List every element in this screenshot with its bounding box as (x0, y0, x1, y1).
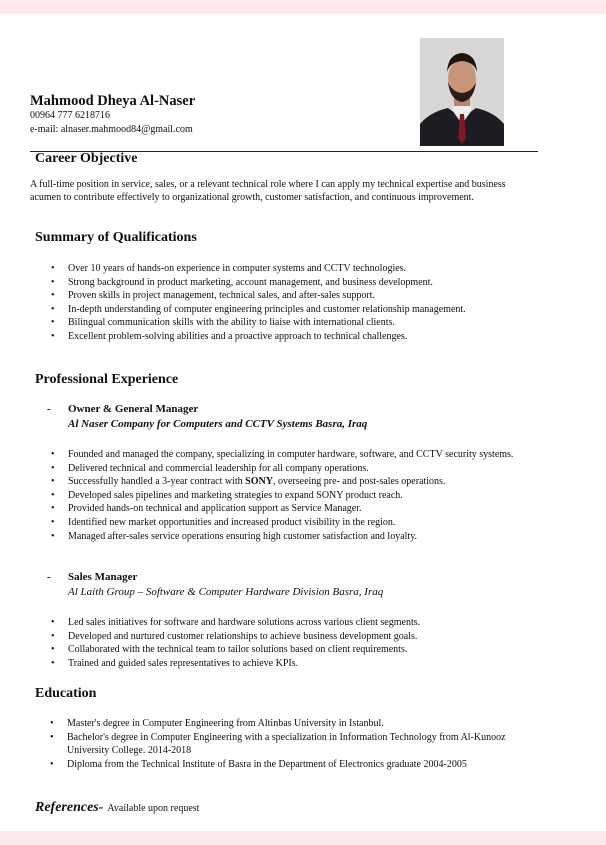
list-item (51, 489, 516, 503)
list-item (51, 616, 516, 630)
list-item (50, 731, 515, 758)
list-item-text: Founded and managed the company, specializing in computer hardware, software, and CCTV security systems. (68, 449, 514, 460)
list-item (51, 303, 498, 317)
resume-page (0, 14, 606, 831)
job-company: Al Naser Company for Computers and CCTV Systems Basra, Iraq (68, 418, 368, 430)
list-item (50, 717, 515, 731)
job-title-text: Owner & General Manager (68, 403, 199, 415)
bullet-icon: • (51, 489, 55, 501)
bullet-icon: • (51, 617, 55, 628)
list-item (51, 502, 516, 516)
list-item (51, 316, 498, 330)
profile-photo (420, 38, 504, 146)
bullet-icon: • (51, 516, 55, 528)
list-item (51, 657, 516, 671)
career-objective-text: A full-time position in service, sales, or a relevant technical role where I can apply my technical expertise and business acumen to contribute effectively to organizational growth, customer satisfaction, and continuous improvement. (30, 179, 506, 203)
list-item (51, 262, 498, 276)
bullet-icon: • (51, 276, 55, 288)
list-item (51, 516, 516, 530)
list-item-text: Identified new market opportunities and increased product visibility in the region. (68, 516, 396, 528)
bullet-icon: • (51, 290, 55, 302)
list-item-text: Diploma from the Technical Institute of Basra in the Department of Electronics graduate 2004-2005 (67, 758, 467, 770)
bullet-icon: • (51, 263, 55, 274)
list-item-text: Bachelor's degree in Computer Engineering with a specialization in Information Technology from Al-Kunooz University College. 2014-2018 (67, 731, 506, 757)
list-item-text: Bilingual communication skills with the ability to liaise with international clients. (68, 317, 395, 329)
bullet-icon: • (51, 630, 55, 642)
list-item (50, 758, 515, 772)
bullet-icon: • (51, 330, 55, 342)
list-item-text: Excellent problem-solving abilities and a proactive approach to technical challenges. (68, 330, 408, 342)
bullet-icon: • (51, 449, 55, 460)
list-item-text: Trained and guided sales representatives to achieve KPIs. (68, 657, 299, 669)
profile-photo-drawing (420, 38, 504, 146)
list-item-text: Provided hands-on technical and application support as Service Manager. (68, 503, 362, 515)
list-item-text: Proven skills in project management, technical sales, and after-sales support. (68, 290, 375, 302)
list-item (51, 330, 498, 344)
bullet-icon: • (50, 731, 54, 743)
list-item-text: Successfully handled a 3-year contract with SONY, overseeing pre- and post-sales operations. (68, 476, 446, 488)
experience-heading: Professional Experience (35, 372, 179, 387)
bullet-icon: • (50, 758, 54, 770)
education-list (50, 717, 515, 771)
dash-icon: - (47, 403, 51, 415)
list-item-text: Managed after-sales service operations ensuring high customer satisfaction and loyalty. (68, 530, 418, 542)
job-title (47, 571, 138, 583)
references-line (35, 798, 199, 816)
list-item-text: In-depth understanding of computer engineering principles and customer relationship management. (68, 303, 466, 315)
list-item-text: Strong background in product marketing, account management, and business development. (68, 276, 433, 288)
job-title (47, 403, 199, 415)
job-duties-list (51, 448, 516, 543)
list-item (51, 530, 516, 544)
bullet-icon: • (51, 317, 55, 329)
bullet-icon: • (51, 476, 55, 488)
list-item-text: Master's degree in Computer Engineering from Altinbas University in Istanbul. (67, 718, 384, 729)
email-address: e-mail: alnaser.mahmood84@gmail.com (30, 124, 193, 135)
list-item-text: Developed sales pipelines and marketing strategies to expand SONY product reach. (68, 489, 403, 501)
qualifications-heading: Summary of Qualifications (35, 230, 197, 245)
references-label: References- (35, 800, 104, 815)
list-item-text: Over 10 years of hands-on experience in computer systems and CCTV technologies. (68, 263, 407, 274)
list-item (51, 462, 516, 476)
job-company: Al Laith Group – Software & Computer Hardware Division Basra, Iraq (68, 586, 384, 598)
list-item (51, 643, 516, 657)
job-duties-list (51, 616, 516, 670)
qualifications-list (51, 262, 498, 344)
list-item-text: Delivered technical and commercial leadership for all company operations. (68, 462, 369, 474)
bullet-icon: • (50, 718, 54, 729)
bullet-icon: • (51, 644, 55, 656)
education-heading: Education (35, 686, 97, 701)
list-item (51, 475, 516, 489)
bullet-icon: • (51, 657, 55, 669)
bullet-icon: • (51, 530, 55, 542)
phone-number: 00964 777 6218716 (30, 110, 110, 121)
list-item-text: Collaborated with the technical team to tailor solutions based on client requirements. (68, 644, 408, 656)
dash-icon: - (47, 571, 51, 583)
list-item (51, 276, 498, 290)
list-item-text: Led sales initiatives for software and hardware solutions across various client segments. (68, 617, 421, 628)
list-item-text: Developed and nurtured customer relationships to achieve business development goals. (68, 630, 418, 642)
references-value: Available upon request (107, 803, 200, 814)
list-item (51, 630, 516, 644)
job-title-text: Sales Manager (68, 571, 138, 583)
bullet-icon: • (51, 503, 55, 515)
bullet-icon: • (51, 462, 55, 474)
candidate-name: Mahmood Dheya Al-Naser (30, 93, 196, 109)
bullet-icon: • (51, 303, 55, 315)
list-item (51, 289, 498, 303)
career-objective-heading: Career Objective (35, 151, 138, 166)
list-item (51, 448, 516, 462)
